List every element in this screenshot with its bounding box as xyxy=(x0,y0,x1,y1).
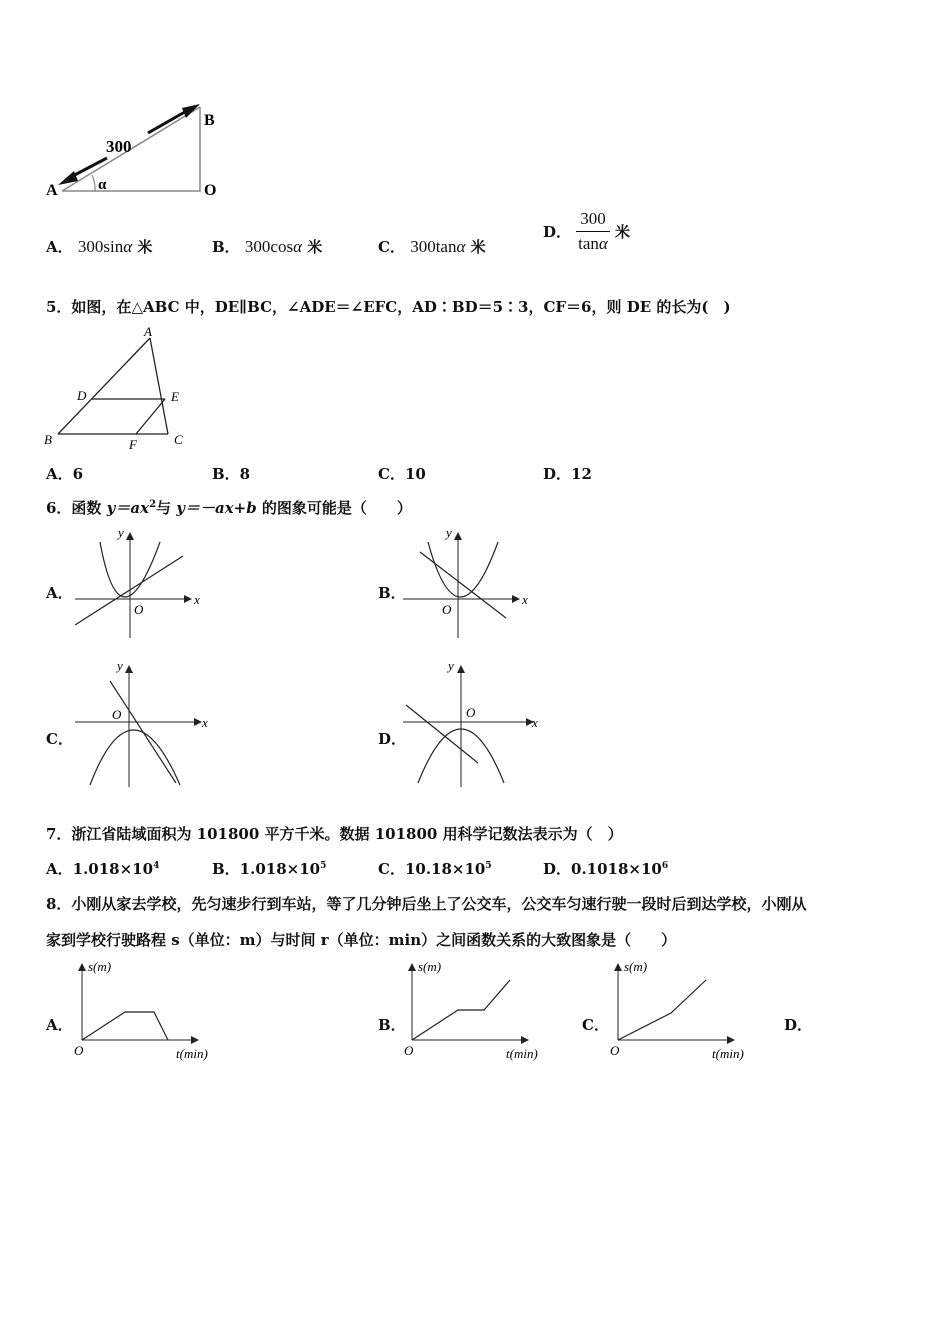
q6-graph-b xyxy=(398,522,538,642)
svg-text:t(min): t(min) xyxy=(176,1046,208,1061)
label-b: B xyxy=(204,112,215,129)
svg-text:s(m): s(m) xyxy=(624,959,648,974)
q4-triangle-figure xyxy=(40,95,230,205)
svg-text:O: O xyxy=(404,1043,414,1058)
distance-label: 300 xyxy=(106,137,132,156)
svg-text:y: y xyxy=(118,525,124,540)
q7-option-c[interactable]: C．$10.18\times 10^5$ xyxy=(378,860,492,878)
svg-text:E: E xyxy=(171,389,179,404)
q5-triangle-figure xyxy=(40,322,200,452)
svg-text:x: x xyxy=(532,715,538,730)
q8-graph-b xyxy=(400,955,560,1065)
q8-option-d[interactable]: D． xyxy=(784,1016,813,1034)
svg-text:O: O xyxy=(442,602,452,617)
label-a: A xyxy=(46,182,58,199)
q5-option-b[interactable]: B．8 xyxy=(212,465,251,483)
q6-stem: 6．函数 $y=ax^2$与 y＝－ax+b 的图象可能是（ ） xyxy=(46,499,412,517)
q6-graph-d xyxy=(398,655,548,790)
svg-text:O: O xyxy=(112,707,122,722)
q4-option-a[interactable]: A． 300sinα 米 xyxy=(46,237,153,256)
q8-graph-c xyxy=(606,955,766,1065)
q7-stem: 7．浙江省陆域面积为 101800 平方千米。数据 101800 用科学记数法表示为（ ） xyxy=(46,825,623,843)
q5-stem: 5．如图，在△ABC 中，DE∥BC，∠ADE＝∠EFC，AD∶BD＝5∶3，CF＝6，则 DE 的长为( ) xyxy=(46,298,731,316)
svg-text:O: O xyxy=(466,705,476,720)
q8-stem-line1: 8．小刚从家去学校，先匀速步行到车站，等了几分钟后坐上了公交车，公交车匀速行驶一段时后到达学校，小刚从 xyxy=(46,895,807,913)
q5-option-a[interactable]: A．6 xyxy=(46,465,84,483)
label-o: O xyxy=(204,182,217,199)
q6-option-b[interactable]: B． xyxy=(378,584,406,602)
svg-text:O: O xyxy=(610,1043,620,1058)
svg-text:O: O xyxy=(134,602,144,617)
q6-option-c[interactable]: C． xyxy=(46,730,73,748)
svg-text:y: y xyxy=(446,525,452,540)
svg-text:t(min): t(min) xyxy=(506,1046,538,1061)
svg-text:A: A xyxy=(144,324,152,339)
svg-text:s(m): s(m) xyxy=(418,959,442,974)
q8-option-b[interactable]: B． xyxy=(378,1016,406,1034)
svg-text:B: B xyxy=(44,432,52,447)
q4-option-d[interactable]: D． $\frac{300}{\tan\alpha}$ 米 xyxy=(543,209,630,253)
q6-option-a[interactable]: A． xyxy=(46,584,73,602)
svg-text:t(min): t(min) xyxy=(712,1046,744,1061)
q7-option-b[interactable]: B．$1.018\times 10^5$ xyxy=(212,860,327,878)
fraction: $\frac{300}{\tan\alpha}$ xyxy=(578,209,608,253)
q8-option-c[interactable]: C． xyxy=(582,1016,609,1034)
q8-stem-line2: 家到学校行驶路程 s（单位：m）与时间 r（单位：min）之间函数关系的大致图象是（ ） xyxy=(46,931,677,949)
q4-option-b[interactable]: B． 300cosα 米 xyxy=(212,237,323,256)
svg-text:y: y xyxy=(448,658,454,673)
svg-text:D: D xyxy=(77,388,87,403)
svg-text:x: x xyxy=(202,715,208,730)
q6-option-d[interactable]: D． xyxy=(378,730,407,748)
svg-text:O: O xyxy=(74,1043,84,1058)
q5-option-d[interactable]: D．12 xyxy=(543,465,592,483)
q6-graph-c xyxy=(70,655,220,790)
q8-option-a[interactable]: A． xyxy=(46,1016,73,1034)
svg-text:y: y xyxy=(117,658,123,673)
q6-graph-a xyxy=(70,522,210,642)
svg-text:x: x xyxy=(194,592,200,607)
svg-text:s(m): s(m) xyxy=(88,959,112,974)
angle-label: α xyxy=(98,177,107,193)
q5-option-c[interactable]: C．10 xyxy=(378,465,426,483)
svg-text:C: C xyxy=(174,432,183,447)
q8-graph-a xyxy=(70,955,230,1065)
q7-option-a[interactable]: A．$1.018\times 10^4$ xyxy=(46,860,160,878)
svg-text:x: x xyxy=(522,592,528,607)
q7-option-d[interactable]: D．$0.1018\times 10^6$ xyxy=(543,860,669,878)
q4-option-c[interactable]: C． 300tanα 米 xyxy=(378,237,486,256)
svg-text:F: F xyxy=(129,437,137,452)
